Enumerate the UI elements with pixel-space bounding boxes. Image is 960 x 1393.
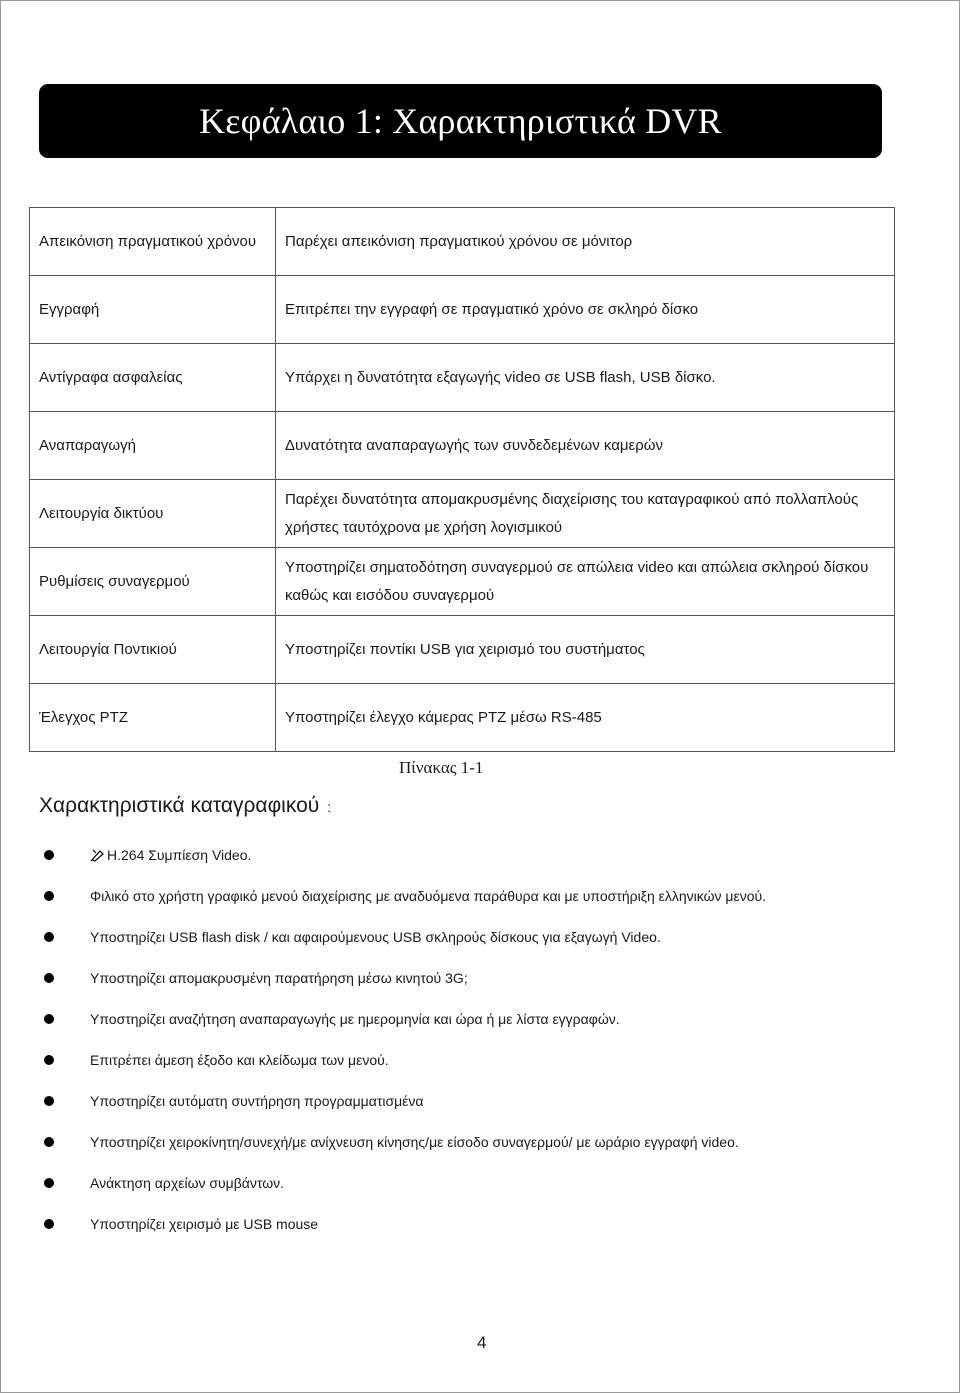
table-row xyxy=(30,276,895,344)
chapter-title: Κεφάλαιο 1: Χαρακτηριστικά DVR xyxy=(199,101,722,141)
feature-name: Απεικόνιση πραγματικού χρόνου xyxy=(30,208,276,276)
table-caption: Πίνακας 1-1 xyxy=(399,758,484,777)
table-row xyxy=(30,344,895,412)
list-item-text: Φιλικό στο χρήστη γραφικό μενού διαχείρισης με αναδυόμενα παράθυρα και με υποστήριξη ελληνικών μενού. xyxy=(90,888,767,904)
section-heading-text: Χαρακτηριστικά καταγραφικού xyxy=(39,794,320,817)
list-item xyxy=(1,925,960,966)
table-row xyxy=(30,684,895,752)
list-item xyxy=(1,1089,960,1130)
list-item-text: Ανάκτηση αρχείων συμβάντων. xyxy=(90,1175,285,1191)
list-item-text: Υποστηρίζει χειρισμό με USB mouse xyxy=(90,1216,319,1232)
list-item xyxy=(1,1130,960,1171)
list-item-text: Υποστηρίζει USB flash disk / και αφαιρούμενους USB σκληρούς δίσκους για εξαγωγή Video. xyxy=(90,929,661,945)
bullet-icon xyxy=(44,1178,54,1188)
chapter-banner xyxy=(39,84,882,158)
list-item xyxy=(1,1171,960,1212)
feature-name: Λειτουργία δικτύου xyxy=(30,480,276,548)
list-item xyxy=(1,1007,960,1048)
list-item xyxy=(1,966,960,1007)
feature-name: Αναπαραγωγή xyxy=(30,412,276,480)
feature-name: Έλεγχος PTZ xyxy=(30,684,276,752)
section-heading-colon: : xyxy=(327,799,332,815)
list-item-text: Υποστηρίζει απομακρυσμένη παρατήρηση μέσω κινητού 3G; xyxy=(90,970,468,986)
bullet-icon xyxy=(44,1055,54,1065)
list-item-text: Υποστηρίζει αυτόματη συντήρηση προγραμματισμένα xyxy=(90,1093,424,1109)
bullet-icon xyxy=(44,1219,54,1229)
page-number: 4 xyxy=(477,1333,487,1352)
bullet-icon xyxy=(44,1096,54,1106)
bullet-icon xyxy=(44,1014,54,1024)
bullet-icon xyxy=(44,1137,54,1147)
section-heading xyxy=(39,794,331,818)
feature-description: Υποστηρίζει ποντίκι USB για χειρισμό του συστήματος xyxy=(276,616,895,684)
table-row xyxy=(30,616,895,684)
table-row xyxy=(30,480,895,548)
feature-description: Υπάρχει η δυνατότητα εξαγωγής video σε USB flash, USB δίσκο. xyxy=(276,344,895,412)
feature-description: Παρέχει δυνατότητα απομακρυσμένης διαχείρισης του καταγραφικού από πολλαπλούς χρήστες ταυτόχρονα με χρήση λογισμικού xyxy=(276,480,895,548)
feature-description: Παρέχει απεικόνιση πραγματικού χρόνου σε μόνιτορ xyxy=(276,208,895,276)
features-table xyxy=(29,207,895,752)
pen-icon xyxy=(90,848,106,862)
table-row xyxy=(30,548,895,616)
bullet-icon xyxy=(44,932,54,942)
list-item-text: Υποστηρίζει χειροκίνητη/συνεχή/με ανίχνευση κίνησης/με είσοδο συναγερμού/ με ωράριο εγγραφή video. xyxy=(90,1134,739,1150)
feature-description: Επιτρέπει την εγγραφή σε πραγματικό χρόνο σε σκληρό δίσκο xyxy=(276,276,895,344)
list-item-text: Υποστηρίζει αναζήτηση αναπαραγωγής με ημερομηνία και ώρα ή με λίστα εγγραφών. xyxy=(90,1011,620,1027)
table-row xyxy=(30,208,895,276)
feature-name: Λειτουργία Ποντικιού xyxy=(30,616,276,684)
list-item xyxy=(1,884,960,925)
feature-description: Δυνατότητα αναπαραγωγής των συνδεδεμένων καμερών xyxy=(276,412,895,480)
feature-name: Αντίγραφα ασφαλείας xyxy=(30,344,276,412)
list-item xyxy=(1,1048,960,1089)
feature-name: Εγγραφή xyxy=(30,276,276,344)
bullet-icon xyxy=(44,850,54,860)
feature-description: Υποστηρίζει έλεγχο κάμερας PTZ μέσω RS-485 xyxy=(276,684,895,752)
bullet-icon xyxy=(44,891,54,901)
table-row xyxy=(30,412,895,480)
feature-bullet-list xyxy=(1,843,960,1253)
list-item xyxy=(1,843,960,884)
list-item-text: H.264 Συμπίεση Video. xyxy=(107,847,252,863)
feature-name: Ρυθμίσεις συναγερμού xyxy=(30,548,276,616)
list-item-text: Επιτρέπει άμεση έξοδο και κλείδωμα των μενού. xyxy=(90,1052,389,1068)
bullet-icon xyxy=(44,973,54,983)
feature-description: Υποστηρίζει σηματοδότηση συναγερμού σε απώλεια video και απώλεια σκληρού δίσκου καθώς και εισόδου συναγερμού xyxy=(276,548,895,616)
list-item xyxy=(1,1212,960,1253)
